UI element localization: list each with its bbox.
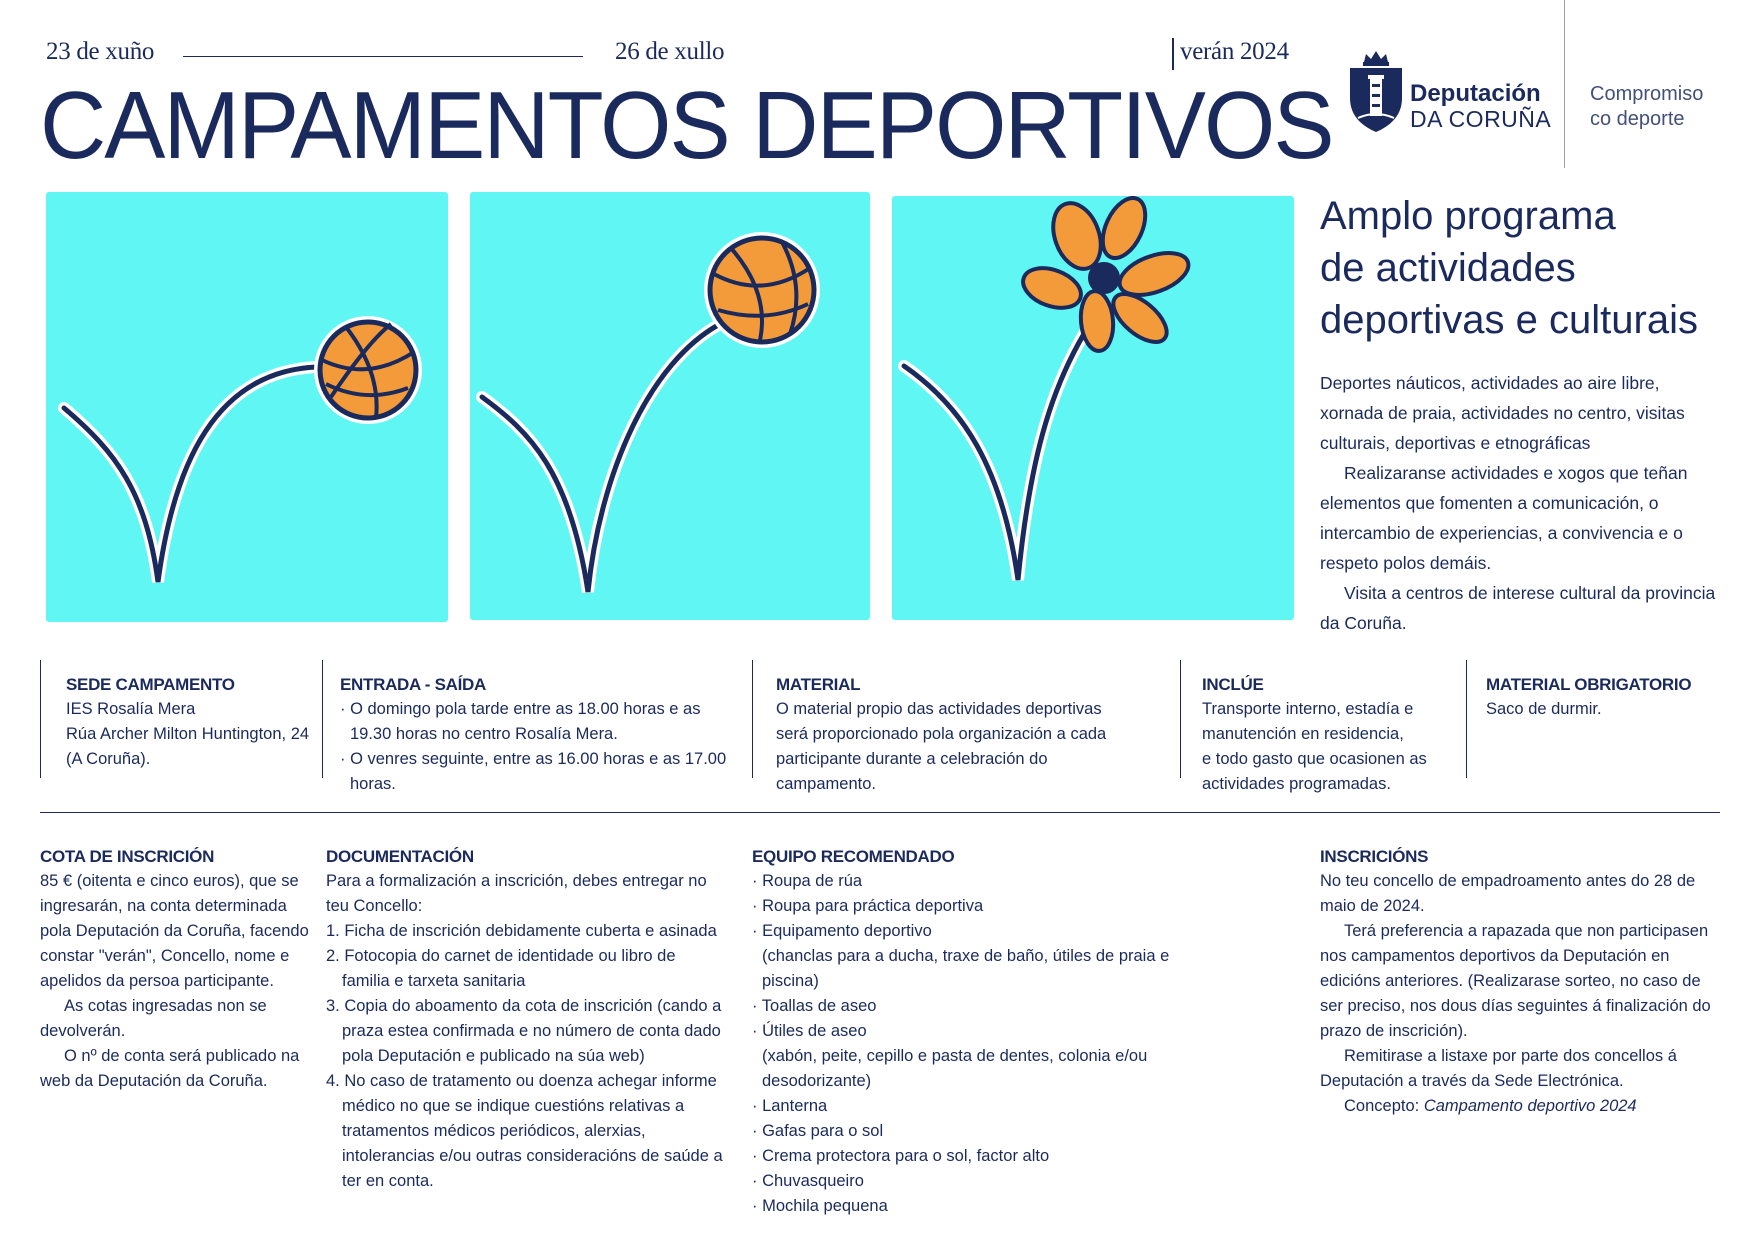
illustration-basketball-stem — [470, 192, 870, 620]
inscricions-paragraph-2: Terá preferencia a rapazada que non participasen nos campamentos deportivos da Deputación en edicións anteriores. (Realizarase sorteo, no caso de ser preciso, nos dous días seguintes á finalización do prazo de inscrición). — [1320, 922, 1711, 1040]
illustration-basketball-sprout — [46, 192, 448, 622]
info-obrigatorio-title: MATERIAL OBRIGATORIO — [1486, 675, 1692, 694]
date-end: 26 de xullo — [615, 38, 725, 65]
info-material-text: O material propio das actividades deportivas será proporcionado pola organización a cada participante durante a celebración do campamento. — [776, 700, 1107, 793]
equipo-item: · Toallas de aseo — [752, 997, 877, 1015]
header-divider — [1564, 0, 1565, 168]
page-title: CAMPAMENTOS DEPORTIVOS — [40, 72, 1333, 179]
info-divider — [1466, 660, 1467, 778]
cota-paragraph-3: O nº de conta será publicado na web da Deputación da Coruña. — [40, 1047, 300, 1090]
deputacion-crest-logo — [1340, 48, 1412, 138]
info-inclue-line-1: Transporte interno, estadía e manutención en residencia, — [1202, 700, 1414, 743]
cota-inscricion — [40, 844, 310, 1094]
basketball-icon — [704, 232, 820, 348]
info-divider — [322, 660, 323, 778]
cota-paragraph-2: As cotas ingresadas non se devolverán. — [40, 997, 267, 1040]
illustration-flower — [892, 196, 1294, 620]
info-divider — [40, 660, 41, 778]
equipo-title: EQUIPO RECOMENDADO — [752, 847, 955, 866]
tagline — [1590, 82, 1703, 132]
tagline-line-1: Compromiso — [1590, 83, 1704, 105]
inscricions-title: INSCRICIÓNS — [1320, 847, 1429, 866]
info-material-obrigatorio — [1486, 672, 1726, 722]
program-paragraph-1: Deportes náuticos, actividades ao aire libre, xornada de praia, actividades no centro, visitas culturais, deportivas e etnográficas — [1320, 373, 1685, 453]
equipo-item: · Lanterna — [752, 1097, 828, 1115]
program-paragraph-2: Realizaranse actividades e xogos que teñan elementos que fomenten a comunicación, o intercambio de experiencias, a convivencia e o respeto polos demáis. — [1320, 463, 1688, 573]
info-material-title: MATERIAL — [776, 675, 861, 694]
info-sede-title: SEDE CAMPAMENTO — [66, 675, 235, 694]
equipo-list — [752, 869, 1222, 1219]
flower-icon — [1018, 196, 1194, 352]
date-start: 23 de xuño — [46, 38, 155, 65]
tagline-line-2: co deporte — [1590, 108, 1685, 130]
documentacion-item: 4. No caso de tratamento ou doenza achegar informe médico no que se indique cuestións relativas a tratamentos médicos periódicos, alerxias, intolerancias e/ou outras consideracións de saúde a ter en conta. — [326, 1072, 723, 1190]
equipo-item: · Crema protectora para o sol, factor alto — [752, 1147, 1050, 1165]
info-material — [776, 672, 1136, 797]
equipo-recomendado — [752, 844, 1222, 1219]
inscricions-paragraph-1: No teu concello de empadroamento antes do 28 de maio de 2024. — [1320, 872, 1696, 915]
info-sede-campamento — [66, 672, 316, 772]
equipo-item-detail: (chanclas para a ducha, traxe de baño, útiles de praia e piscina) — [762, 947, 1170, 990]
info-inclue — [1202, 672, 1442, 797]
documentacion-item: 1. Ficha de inscrición debidamente cuberta e asinada — [326, 922, 717, 940]
section-rule — [40, 812, 1720, 813]
concept-label: Concepto: — [1344, 1097, 1420, 1115]
program-heading — [1320, 190, 1740, 346]
documentacion — [326, 844, 726, 1194]
equipo-item: · Gafas para o sol — [752, 1122, 884, 1140]
concept-value: Campamento deportivo 2024 — [1423, 1097, 1637, 1115]
info-sede-line-3: (A Coruña). — [66, 750, 151, 768]
info-sede-line-1: IES Rosalía Mera — [66, 700, 196, 718]
equipo-item: · Equipamento deportivo — [752, 922, 932, 940]
info-entrada-saida — [340, 672, 740, 797]
equipo-item: · Roupa de rúa — [752, 872, 863, 890]
info-inclue-title: INCLÚE — [1202, 675, 1264, 694]
program-heading-line-2: de actividades — [1320, 246, 1576, 290]
equipo-item: · Chuvasqueiro — [752, 1172, 864, 1190]
equipo-item-detail: (xabón, peite, cepillo e pasta de dentes, colonia e/ou desodorizante) — [762, 1047, 1148, 1090]
equipo-item: · Roupa para práctica deportiva — [752, 897, 984, 915]
date-rule — [183, 56, 583, 57]
inscricions-concept — [1320, 1094, 1720, 1119]
org-name: Deputación — [1410, 80, 1541, 107]
program-heading-line-1: Amplo programa — [1320, 194, 1616, 238]
documentacion-title: DOCUMENTACIÓN — [326, 847, 474, 866]
inscricions — [1320, 844, 1720, 1119]
season-text: verán 2024 — [1180, 38, 1289, 65]
equipo-item: · Útiles de aseo — [752, 1022, 867, 1040]
documentacion-item: 3. Copia do aboamento da cota de inscrición (cando a praza estea confirmada e no número de conta dado pola Deputación e publicado na súa web) — [326, 997, 722, 1065]
cota-title: COTA DE INSCRICIÓN — [40, 847, 215, 866]
info-obrigatorio-text: Saco de durmir. — [1486, 700, 1602, 718]
program-body — [1320, 368, 1725, 638]
info-divider — [752, 660, 753, 778]
program-paragraph-3: Visita a centros de interese cultural da provincia da Coruña. — [1320, 583, 1716, 633]
info-entrada-title: ENTRADA - SAÍDA — [340, 675, 486, 694]
info-inclue-line-2: e todo gasto que ocasionen as actividades programadas. — [1202, 750, 1427, 793]
info-entrada-item-2: · O venres seguinte, entre as 16.00 horas e as 17.00 horas. — [340, 750, 727, 793]
program-heading-line-3: deportivas e culturais — [1320, 298, 1698, 342]
org-subname: DA CORUÑA — [1410, 106, 1552, 132]
cota-paragraph-1: 85 € (oitenta e cinco euros), que se ingresarán, na conta determinada pola Deputación da Coruña, facendo constar "verán", Concello, nome e apelidos da persoa participante. — [40, 872, 309, 990]
info-entrada-item-1: · O domingo pola tarde entre as 18.00 horas e as 19.30 horas no centro Rosalía Mera. — [340, 700, 701, 743]
info-sede-line-2: Rúa Archer Milton Huntington, 24 — [66, 725, 310, 743]
equipo-item: · Mochila pequena — [752, 1197, 888, 1215]
documentacion-intro: Para a formalización a inscrición, debes entregar no teu Concello: — [326, 872, 707, 915]
basketball-icon — [314, 316, 422, 424]
season-label — [1172, 38, 1289, 66]
documentacion-list — [326, 919, 726, 1194]
documentacion-item: 2. Fotocopia do carnet de identidade ou libro de familia e tarxeta sanitaria — [326, 947, 676, 990]
info-divider — [1180, 660, 1181, 778]
inscricions-paragraph-3: Remitirase a listaxe por parte dos concellos á Deputación a través da Sede Electrónica. — [1320, 1047, 1677, 1090]
